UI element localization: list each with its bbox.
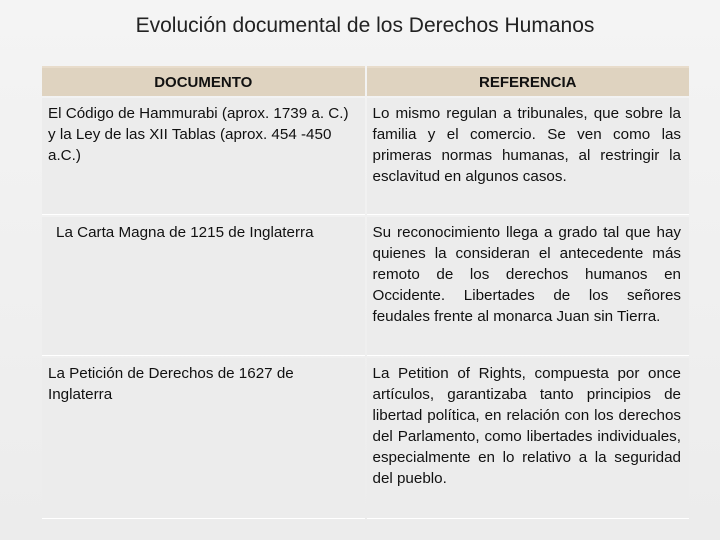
table-header-row [42, 66, 689, 96]
header-documento: DOCUMENTO [42, 66, 365, 96]
table-row [42, 98, 689, 215]
table-row [42, 217, 689, 356]
documents-table [40, 64, 691, 521]
cell-documento: La Carta Magna de 1215 de Inglaterra [42, 217, 365, 356]
cell-referencia: La Petition of Rights, compuesta por once artículos, garantizaba tanto principios de libertad política, en relación con los derechos del Parlamento, como libertades individuales, especialmente en lo relativo a la seguridad del pueblo. [367, 358, 690, 519]
cell-documento: La Petición de Derechos de 1627 de Inglaterra [42, 358, 365, 519]
header-referencia: REFERENCIA [367, 66, 690, 96]
page-title: Evolución documental de los Derechos Humanos [135, 14, 595, 37]
cell-referencia: Su reconocimiento llega a grado tal que hay quienes la consideran el antecedente más remoto de los derechos humanos en Occidente. Libertades de los señores feudales frente al monarca Juan sin Tierra. [367, 217, 690, 356]
cell-documento: El Código de Hammurabi (aprox. 1739 a. C.) y la Ley de las XII Tablas (aprox. 454 -450 a.C.) [42, 98, 365, 215]
cell-referencia: Lo mismo regulan a tribunales, que sobre la familia y el comercio. Se ven como las primeras normas humanas, al restringir la esclavitud en algunos casos. [367, 98, 690, 215]
table-row [42, 358, 689, 519]
